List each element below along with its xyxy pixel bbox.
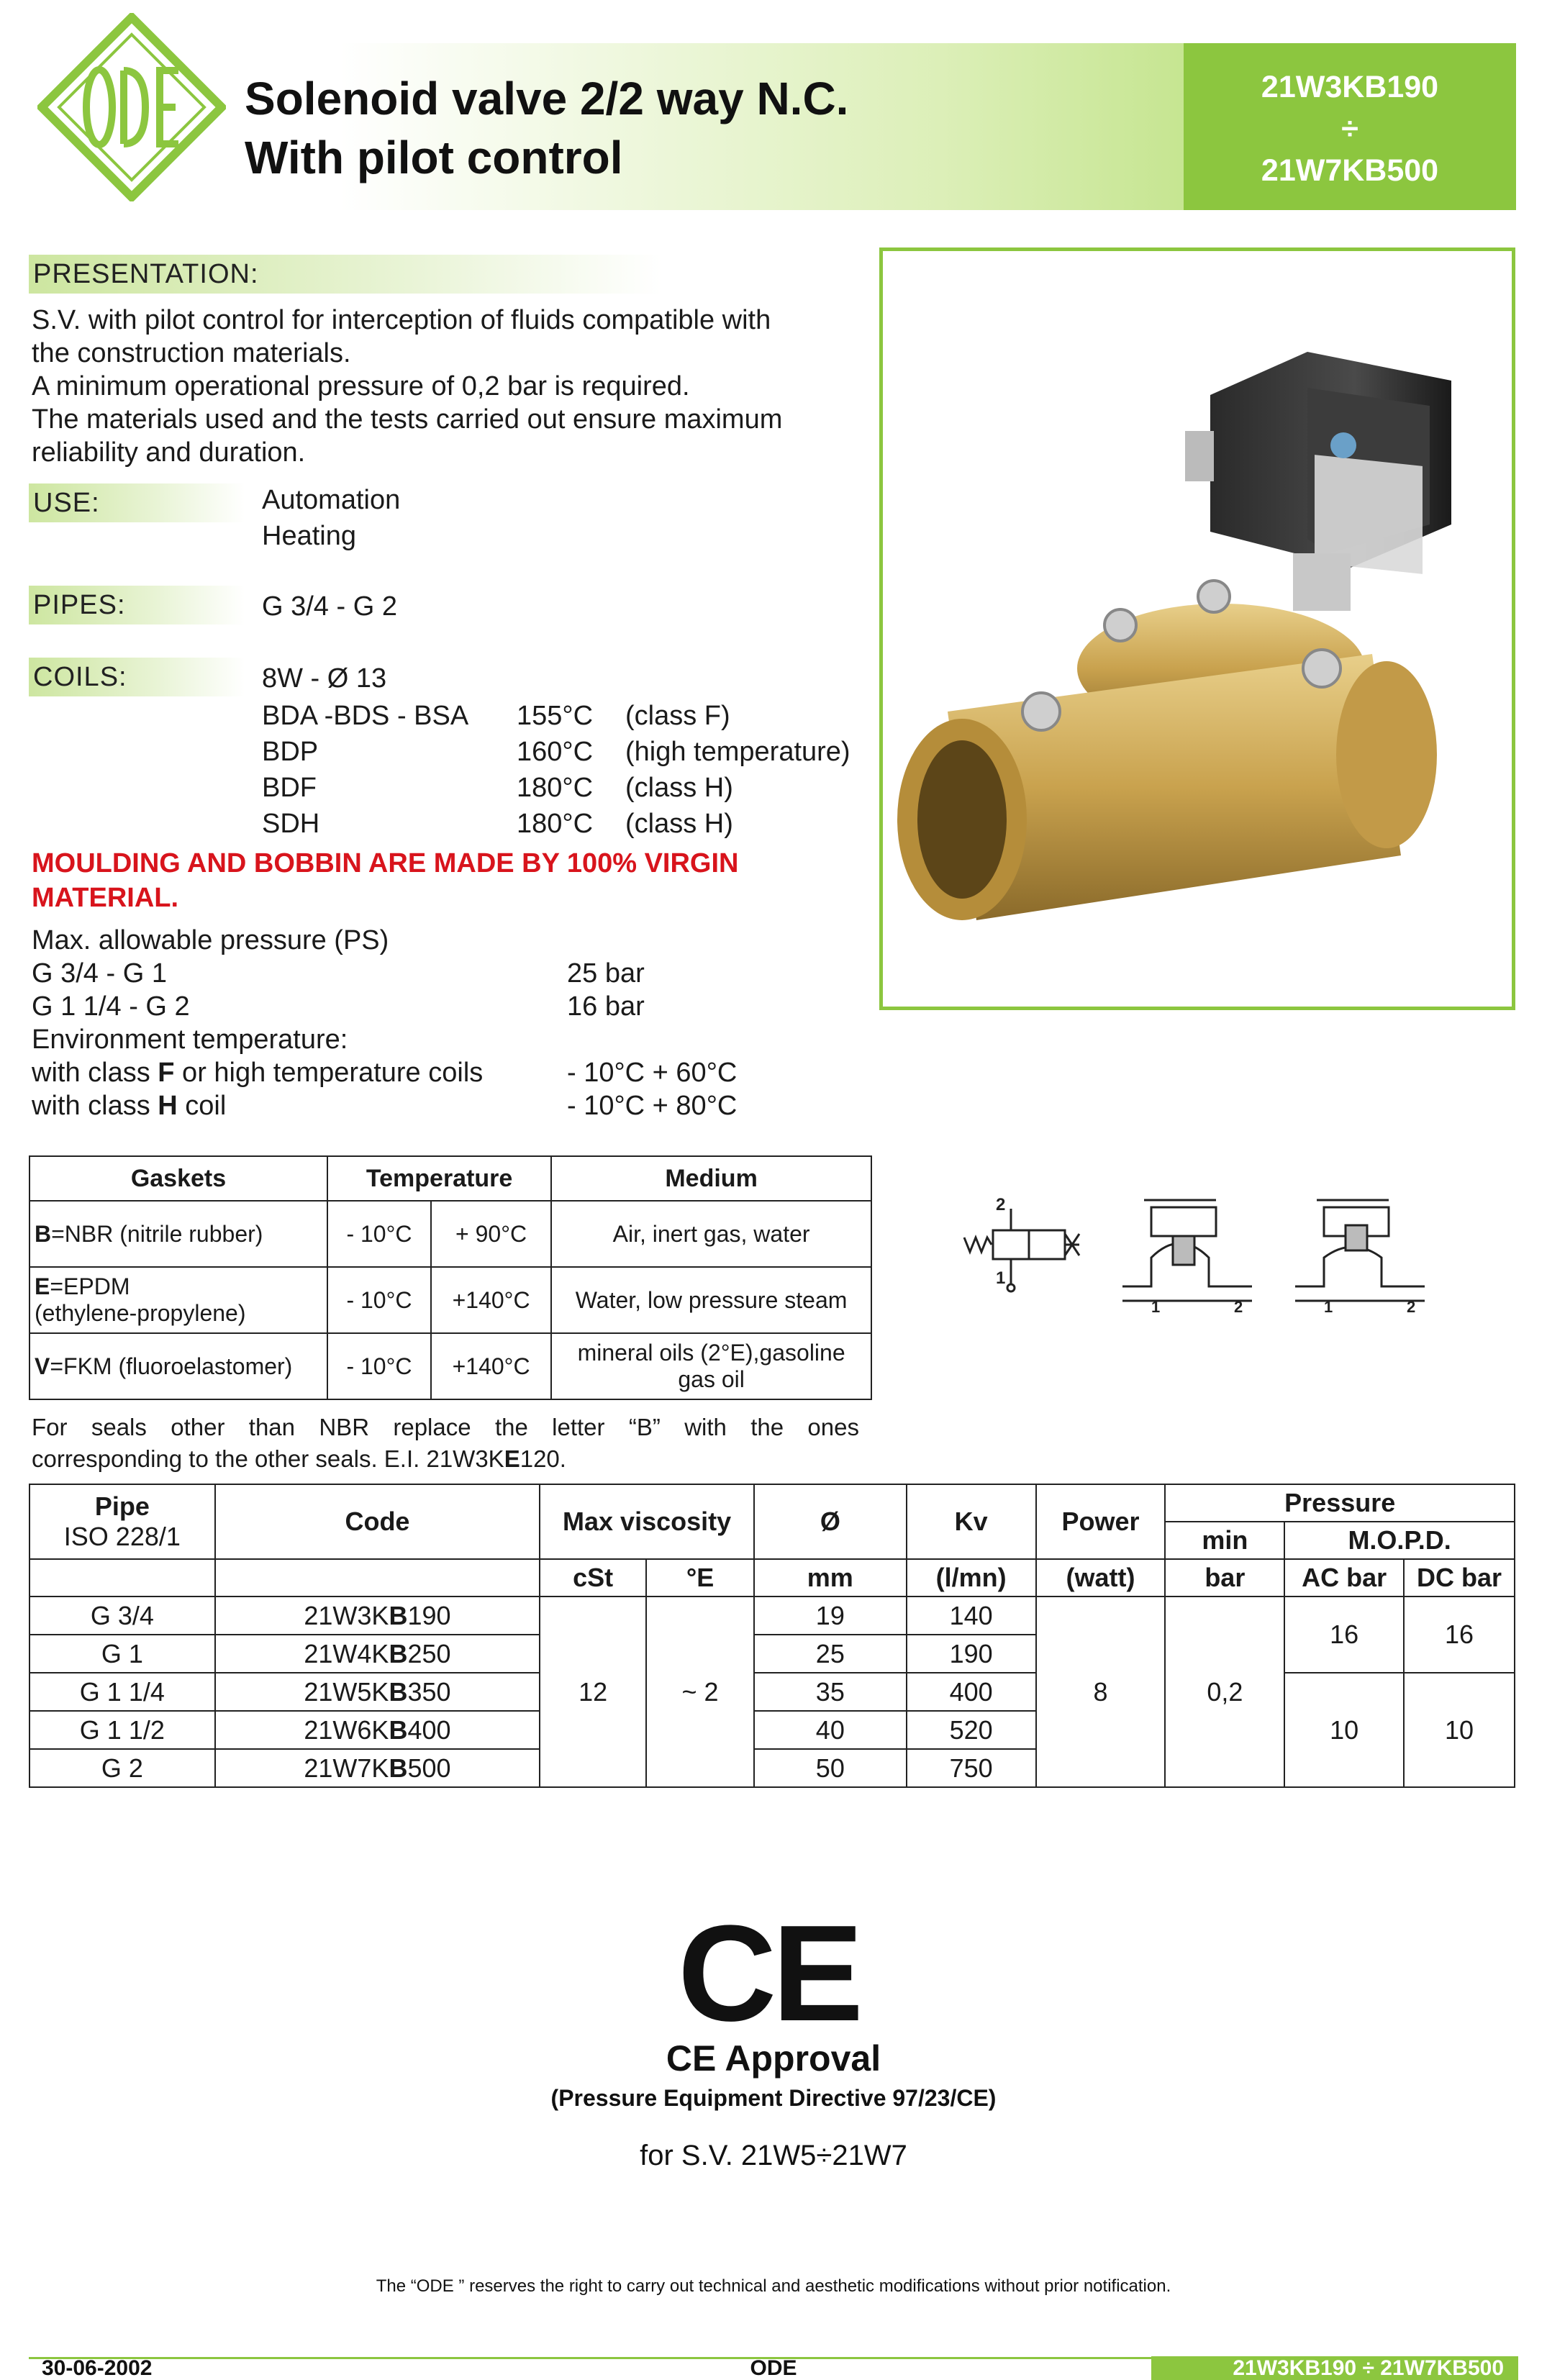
min-header: min bbox=[1165, 1522, 1284, 1559]
pressure-label: G 1 1/4 - G 2 bbox=[32, 991, 190, 1022]
env-temp-label bbox=[32, 1056, 483, 1089]
kv-cell: 140 bbox=[907, 1596, 1036, 1635]
env-pre: with class bbox=[32, 1058, 158, 1088]
presentation-line: A minimum operational pressure of 0,2 bar is required. bbox=[32, 371, 690, 401]
table-header-row bbox=[30, 1484, 1515, 1522]
presentation-line: reliability and duration. bbox=[32, 437, 306, 468]
e-cell: ~ 2 bbox=[646, 1596, 754, 1787]
pipes-label: PIPES: bbox=[29, 586, 245, 624]
presentation-label: PRESENTATION: bbox=[29, 255, 662, 294]
use-item: Heating bbox=[262, 521, 356, 551]
seal-note-line bbox=[32, 1443, 859, 1475]
coil-name: SDH bbox=[262, 809, 320, 839]
pressure-value: 25 bar bbox=[567, 958, 645, 989]
code-cell bbox=[215, 1711, 540, 1749]
seal-note-bold: E bbox=[504, 1445, 520, 1472]
medium-line-2: gas oil bbox=[678, 1366, 745, 1392]
env-post: or high temperature coils bbox=[174, 1058, 484, 1088]
gasket-desc: =FKM (fluoroelastomer) bbox=[50, 1353, 293, 1379]
gasket-cell bbox=[30, 1201, 327, 1267]
footer-range: 21W3KB190 ÷ 21W7KB500 bbox=[1233, 2356, 1504, 2380]
coil-class: (high temperature) bbox=[625, 737, 850, 767]
code-cell bbox=[215, 1596, 540, 1635]
page-title: Solenoid valve 2/2 way N.C. bbox=[245, 73, 849, 124]
code-gasket: B bbox=[389, 1714, 408, 1745]
mopd-header: M.O.P.D. bbox=[1284, 1522, 1515, 1559]
pipe-header-sub: ISO 228/1 bbox=[63, 1522, 181, 1551]
kv-cell: 750 bbox=[907, 1749, 1036, 1787]
coils-label: COILS: bbox=[29, 658, 245, 696]
unit-cell: DC bar bbox=[1404, 1559, 1515, 1596]
gasket-cell bbox=[30, 1267, 327, 1333]
code-pre: 21W7K bbox=[304, 1753, 389, 1783]
ce-mark: CE bbox=[678, 1897, 859, 2050]
dc-cell: 16 bbox=[1404, 1596, 1515, 1673]
table-row bbox=[30, 1596, 1515, 1635]
column-header: Medium bbox=[551, 1156, 871, 1201]
diameter-cell: 25 bbox=[754, 1635, 907, 1673]
model-table bbox=[29, 1484, 1515, 1788]
power-cell: 8 bbox=[1036, 1596, 1166, 1787]
port-label: 1 bbox=[1324, 1298, 1333, 1315]
code-pre: 21W5K bbox=[304, 1676, 389, 1707]
code-pre: 21W6K bbox=[304, 1714, 389, 1745]
coil-temp: 180°C bbox=[517, 773, 594, 803]
valve-symbol-diagram bbox=[957, 1194, 1086, 1309]
table-row bbox=[30, 1267, 871, 1333]
use-item: Automation bbox=[262, 485, 401, 515]
gasket-desc: =EPDM bbox=[50, 1273, 130, 1299]
gasket-code: V bbox=[35, 1353, 50, 1379]
env-post: coil bbox=[177, 1091, 227, 1121]
coil-name: BDP bbox=[262, 737, 319, 767]
column-header: Gaskets bbox=[30, 1156, 327, 1201]
diameter-cell: 35 bbox=[754, 1673, 907, 1711]
warning-line: MOULDING AND BOBBIN ARE MADE BY 100% VIRGIN bbox=[32, 848, 739, 878]
pipe-header-label: Pipe bbox=[94, 1491, 150, 1521]
unit-cell: AC bar bbox=[1284, 1559, 1404, 1596]
gasket-code: E bbox=[35, 1273, 50, 1299]
diameter-cell: 19 bbox=[754, 1596, 907, 1635]
temp-max: +140°C bbox=[431, 1333, 551, 1399]
footer-brand: ODE bbox=[750, 2356, 797, 2380]
presentation-line: The materials used and the tests carried out ensure maximum bbox=[32, 404, 783, 435]
code-range-box bbox=[1184, 43, 1516, 210]
port-label: 2 bbox=[1234, 1298, 1243, 1315]
temp-min: - 10°C bbox=[327, 1333, 431, 1399]
pipe-header bbox=[30, 1484, 215, 1559]
code-post: 500 bbox=[407, 1753, 451, 1783]
column-header: Temperature bbox=[327, 1156, 551, 1201]
coils-first: 8W - Ø 13 bbox=[262, 663, 387, 694]
min-pressure-cell: 0,2 bbox=[1165, 1596, 1284, 1787]
disclaimer: The “ODE ” reserves the right to carry out technical and aesthetic modifications without prior notification. bbox=[376, 2276, 1171, 2296]
kv-cell: 190 bbox=[907, 1635, 1036, 1673]
ode-logo bbox=[37, 13, 226, 201]
code-pre: 21W4K bbox=[304, 1638, 389, 1668]
solenoid-valve-image bbox=[883, 251, 1512, 1007]
ac-cell: 16 bbox=[1284, 1596, 1404, 1673]
coil-name: BDA -BDS - BSA bbox=[262, 701, 469, 731]
ce-directive: (Pressure Equipment Directive 97/23/CE) bbox=[550, 2085, 997, 2111]
code-gasket: B bbox=[389, 1753, 408, 1783]
code-gasket: B bbox=[389, 1676, 408, 1707]
code-post: 350 bbox=[407, 1676, 451, 1707]
unit-cell: bar bbox=[1165, 1559, 1284, 1596]
unit-cell: (watt) bbox=[1036, 1559, 1166, 1596]
unit-cell: mm bbox=[754, 1559, 907, 1596]
unit-cell: cSt bbox=[540, 1559, 646, 1596]
unit-cell: (l/mn) bbox=[907, 1559, 1036, 1596]
diameter-header: Ø bbox=[754, 1484, 907, 1559]
medium-cell: Air, inert gas, water bbox=[551, 1201, 871, 1267]
coil-name: BDF bbox=[262, 773, 317, 803]
temp-max: +140°C bbox=[431, 1267, 551, 1333]
pipes-value: G 3/4 - G 2 bbox=[262, 591, 397, 622]
cst-cell: 12 bbox=[540, 1596, 646, 1787]
product-photo-frame bbox=[879, 247, 1515, 1010]
env-class: H bbox=[158, 1091, 178, 1121]
seal-note-line: For seals other than NBR replace the letter “B” with the ones bbox=[32, 1414, 859, 1440]
coil-class: (class F) bbox=[625, 701, 730, 731]
unit-cell: °E bbox=[646, 1559, 754, 1596]
table-unit-row bbox=[30, 1559, 1515, 1596]
table-row bbox=[30, 1201, 871, 1267]
power-header: Power bbox=[1036, 1484, 1166, 1559]
unit-cell bbox=[30, 1559, 215, 1596]
code-cell bbox=[215, 1635, 540, 1673]
presentation-text bbox=[32, 304, 782, 469]
code-header: Code bbox=[215, 1484, 540, 1559]
coil-temp: 155°C bbox=[517, 701, 594, 731]
table-row bbox=[30, 1333, 871, 1399]
env-temp-value: - 10°C + 60°C bbox=[567, 1058, 738, 1088]
code-post: 250 bbox=[407, 1638, 451, 1668]
footer-date: 30-06-2002 bbox=[42, 2356, 153, 2380]
pipe-cell: G 3/4 bbox=[30, 1596, 215, 1635]
presentation-line: S.V. with pilot control for interception of fluids compatible with bbox=[32, 305, 771, 335]
env-temp-label bbox=[32, 1089, 226, 1122]
code-cell bbox=[215, 1673, 540, 1711]
code-from: 21W3KB190 bbox=[1261, 70, 1439, 104]
code-gasket: B bbox=[389, 1638, 408, 1668]
code-pre: 21W3K bbox=[304, 1600, 389, 1630]
coil-temp: 180°C bbox=[517, 809, 594, 839]
pipe-cell: G 2 bbox=[30, 1749, 215, 1787]
gasket-desc-2: (ethylene-propylene) bbox=[35, 1300, 246, 1326]
pressure-header: Pressure bbox=[1165, 1484, 1515, 1522]
coil-temp: 160°C bbox=[517, 737, 594, 767]
dc-cell: 10 bbox=[1404, 1673, 1515, 1787]
ac-cell: 10 bbox=[1284, 1673, 1404, 1787]
presentation-line: the construction materials. bbox=[32, 338, 351, 368]
coil-class: (class H) bbox=[625, 809, 733, 839]
pipe-cell: G 1 1/4 bbox=[30, 1673, 215, 1711]
table-row bbox=[30, 1673, 1515, 1711]
ce-scope: for S.V. 21W5÷21W7 bbox=[640, 2140, 907, 2171]
diameter-cell: 50 bbox=[754, 1749, 907, 1787]
use-list bbox=[262, 482, 400, 554]
port-label: 1 bbox=[996, 1268, 1006, 1288]
port-label: 2 bbox=[1407, 1298, 1416, 1315]
port-label: 2 bbox=[996, 1195, 1006, 1214]
code-post: 400 bbox=[407, 1714, 451, 1745]
pipe-cell: G 1 1/2 bbox=[30, 1711, 215, 1749]
pipe-cell: G 1 bbox=[30, 1635, 215, 1673]
max-pressure-title: Max. allowable pressure (PS) bbox=[32, 925, 389, 955]
medium-cell bbox=[551, 1333, 871, 1399]
temp-min: - 10°C bbox=[327, 1267, 431, 1333]
code-separator: ÷ bbox=[1341, 112, 1358, 146]
env-temp-title: Environment temperature: bbox=[32, 1025, 348, 1055]
coil-class: (class H) bbox=[625, 773, 733, 803]
code-post: 190 bbox=[407, 1600, 451, 1630]
table-header-row bbox=[30, 1156, 871, 1201]
gasket-desc: =NBR (nitrile rubber) bbox=[51, 1220, 263, 1247]
medium-cell: Water, low pressure steam bbox=[551, 1267, 871, 1333]
valve-closed-diagram bbox=[1108, 1186, 1266, 1315]
code-cell bbox=[215, 1749, 540, 1787]
gasket-table bbox=[29, 1155, 872, 1400]
temp-max: + 90°C bbox=[431, 1201, 551, 1267]
code-to: 21W7KB500 bbox=[1261, 153, 1439, 188]
seal-note-post: 120. bbox=[520, 1445, 566, 1472]
pressure-label: G 3/4 - G 1 bbox=[32, 958, 167, 989]
env-class: F bbox=[158, 1058, 175, 1088]
diameter-cell: 40 bbox=[754, 1711, 907, 1749]
code-gasket: B bbox=[389, 1600, 408, 1630]
ce-approval-title: CE Approval bbox=[666, 2038, 881, 2079]
viscosity-header: Max viscosity bbox=[540, 1484, 754, 1559]
kv-cell: 520 bbox=[907, 1711, 1036, 1749]
kv-header: Kv bbox=[907, 1484, 1036, 1559]
page-subtitle: With pilot control bbox=[245, 132, 623, 183]
unit-cell bbox=[215, 1559, 540, 1596]
port-label: 1 bbox=[1151, 1298, 1161, 1315]
env-pre: with class bbox=[32, 1091, 158, 1121]
seal-note bbox=[32, 1412, 859, 1475]
use-label: USE: bbox=[29, 483, 245, 522]
material-warning bbox=[32, 846, 738, 915]
seal-note-pre: corresponding to the other seals. E.I. 21W3K bbox=[32, 1445, 504, 1472]
gasket-code: B bbox=[35, 1220, 52, 1247]
gasket-cell bbox=[30, 1333, 327, 1399]
temp-min: - 10°C bbox=[327, 1201, 431, 1267]
pressure-value: 16 bar bbox=[567, 991, 645, 1022]
kv-cell: 400 bbox=[907, 1673, 1036, 1711]
warning-line: MATERIAL. bbox=[32, 883, 179, 913]
medium-line: mineral oils (2°E),gasoline bbox=[577, 1340, 845, 1366]
valve-open-diagram bbox=[1281, 1186, 1439, 1315]
env-temp-value: - 10°C + 80°C bbox=[567, 1091, 738, 1121]
